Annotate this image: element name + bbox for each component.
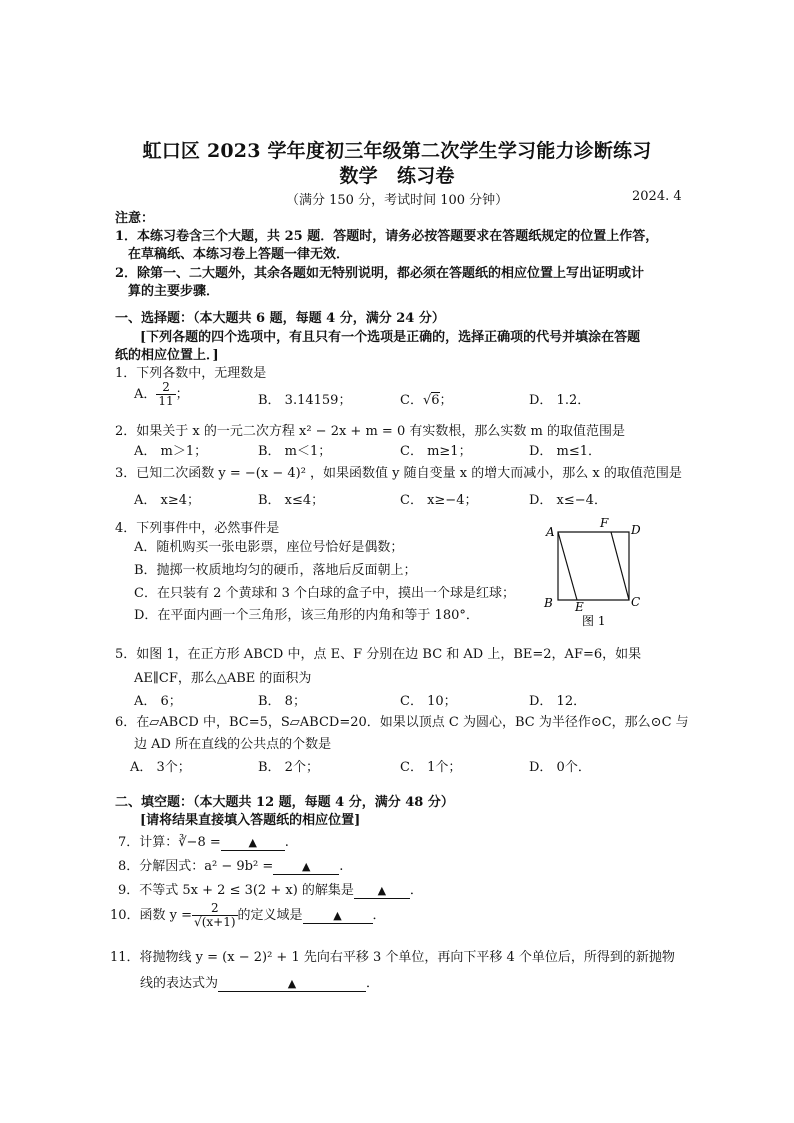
notice-line: 2．除第一、二大题外，其余各题如无特别说明，都必须在答题纸的相应位置上写出证明或计: [115, 266, 645, 281]
q10-end: ．: [372, 908, 386, 923]
q6-option-d: D． 0个．: [529, 760, 591, 775]
section2-instruction: [请将结果直接填入答题纸的相应位置]: [140, 813, 361, 828]
q7-end: .: [284, 835, 289, 850]
fraction-denominator: 11: [158, 394, 174, 408]
notice-line: 1．本练习卷含三个大题，共 25 题．答题时，请务必按答题要求在答题纸规定的位置上作答，: [115, 229, 659, 244]
q7-stem: 7．计算：∛−8 =: [118, 835, 221, 850]
page-subtitle: 数学 练习卷: [339, 165, 455, 187]
label-f: F: [600, 516, 609, 530]
q10-stem-tail: 的定义域是: [237, 908, 303, 923]
q2-option-b: B． m＜1；: [258, 444, 332, 459]
q5-option-d: D． 12．: [529, 694, 587, 709]
q4-option-d: D．在平面内画一个三角形，该三角形的内角和等于 180°．: [134, 608, 479, 623]
q1-c-label: C．: [400, 393, 423, 408]
q5-option-b: B． 8；: [258, 694, 306, 709]
label-d: D: [631, 523, 641, 537]
q4-option-c: C．在只装有 2 个黄球和 3 个白球的盒子中，摸出一个球是红球；: [134, 586, 516, 601]
segment-ae: [558, 532, 577, 600]
q6-stem: 6．在▱ABCD 中，BC=5，S▱ABCD=20．如果以顶点 C 为圆心，BC 为半径作⊙C，那么⊙C 与: [115, 715, 689, 730]
q11-end: ．: [366, 976, 380, 991]
sqrt-icon: √: [422, 393, 432, 408]
q11-stem: 11．将抛物线 y = (x − 2)² + 1 先向右平移 3 个单位，再向下平移 4 个单位后，所得到的新抛物: [110, 950, 675, 965]
blank-marker-icon: ▲: [377, 884, 387, 897]
q5-stem: 5．如图 1，在正方形 ABCD 中，点 E、F 分别在边 BC 和 AD 上，BE=2，AF=6，如果: [115, 647, 642, 662]
label-e: E: [575, 600, 584, 614]
q6-option-c: C． 1个；: [400, 760, 462, 775]
q9-end: ．: [409, 883, 423, 898]
section1-instruction: 纸的相应位置上．]: [115, 348, 219, 363]
fraction-denominator: √(x+1): [194, 915, 236, 929]
section1-heading: 一、选择题：（本大题共 6 题，每题 4 分，满分 24 分）: [115, 311, 445, 326]
exam-date: 2024. 4: [632, 189, 682, 204]
blank-marker-icon: ▲: [302, 860, 311, 873]
figure-square-diagram: [538, 514, 648, 632]
q6-stem: 边 AD 所在直线的公共点的个数是: [134, 737, 332, 752]
q1-a-label: A．: [134, 387, 157, 402]
q11: [140, 972, 379, 992]
q1-a-tail: ；: [175, 387, 189, 402]
q10: [110, 899, 386, 933]
q8-end: .: [339, 859, 344, 874]
blank-marker-icon: ▲: [248, 836, 257, 849]
q3-option-d: D． x≤−4．: [529, 493, 607, 508]
q8: [118, 855, 343, 875]
blank-marker-icon: ▲: [333, 909, 342, 922]
q3-option-c: C． x≥−4；: [400, 493, 478, 508]
blank-marker-icon: ▲: [287, 977, 297, 990]
answer-blank[interactable]: [273, 859, 339, 875]
q5-stem: AE∥CF，那么△ABE 的面积为: [134, 671, 312, 686]
q7: [118, 831, 289, 851]
fraction: [192, 902, 237, 929]
q4-stem: 4．下列事件中，必然事件是: [115, 521, 280, 536]
q2-option-a: A． m＞1；: [134, 444, 208, 459]
q3-stem: 3．已知二次函数 y = −(x − 4)² ，如果函数值 y 随自变量 x 的增大而减小，那么 x 的取值范围是: [115, 466, 682, 481]
q4-option-a: A．随机购买一张电影票，座位号恰好是偶数；: [134, 540, 404, 555]
answer-blank[interactable]: [354, 883, 410, 899]
fraction: [156, 381, 175, 408]
q2-option-d: D． m≤1．: [529, 444, 602, 459]
q5-option-c: C． 10；: [400, 694, 457, 709]
label-b: B: [544, 596, 553, 610]
label-c: C: [631, 595, 641, 609]
q2-stem: 2．如果关于 x 的一元二次方程 x² − 2x + m = 0 有实数根，那么实数 m 的取值范围是: [115, 424, 625, 439]
label-a: A: [546, 525, 555, 539]
square-abcd: [558, 532, 629, 600]
q11-stem-tail: 线的表达式为: [140, 976, 219, 991]
answer-blank[interactable]: [303, 908, 373, 924]
q5-option-a: A． 6；: [134, 694, 182, 709]
q2-option-c: C． m≥1；: [400, 444, 472, 459]
q4-option-b: B．抛掷一枚质地均匀的硬币，落地后反面朝上；: [134, 563, 417, 578]
answer-blank[interactable]: [218, 976, 366, 992]
q1-c-radicand: 6: [431, 393, 440, 408]
notice-label: 注意：: [115, 211, 155, 226]
fraction-numerator: 2: [192, 902, 237, 916]
q1-c-tail: ；: [439, 393, 453, 408]
q10-stem: 10．函数 y =: [110, 908, 193, 923]
q1-option-c: [400, 389, 453, 408]
section2-heading: 二、填空题：（本大题共 12 题，每题 4 分，满分 48 分）: [115, 795, 454, 810]
q6-option-a: A． 3个；: [130, 760, 191, 775]
fraction-numerator: 2: [156, 381, 175, 395]
section1-instruction: [下列各题的四个选项中，有且只有一个选项是正确的，选择正确项的代号并填涂在答题: [140, 330, 641, 345]
notice-line: 在草稿纸、本练习卷上答题一律无效．: [115, 247, 350, 262]
q9-stem: 9．不等式 5x + 2 ≤ 3(2 + x) 的解集是: [118, 883, 354, 898]
figure-caption: 图 1: [582, 614, 606, 628]
q6-option-b: B． 2个；: [258, 760, 319, 775]
q1-option-b: B． 3.14159；: [258, 393, 352, 408]
notice-line: 算的主要步骤．: [115, 284, 220, 299]
q3-option-b: B． x≤4；: [258, 493, 325, 508]
q3-option-a: A． x≥4；: [134, 493, 201, 508]
q8-stem: 8．分解因式：a² − 9b² =: [118, 859, 274, 874]
answer-blank[interactable]: [221, 835, 285, 851]
segment-fc: [611, 532, 629, 600]
q9: [118, 879, 423, 899]
exam-meta: （满分 150 分，考试时间 100 分钟）: [286, 193, 509, 208]
q1-stem: 1．下列各数中，无理数是: [115, 366, 267, 381]
q1-option-a: [134, 381, 189, 415]
page-title: 虹口区 2023 学年度初三年级第二次学生学习能力诊断练习: [142, 140, 652, 162]
q1-option-d: D． 1.2̇．: [529, 393, 591, 408]
